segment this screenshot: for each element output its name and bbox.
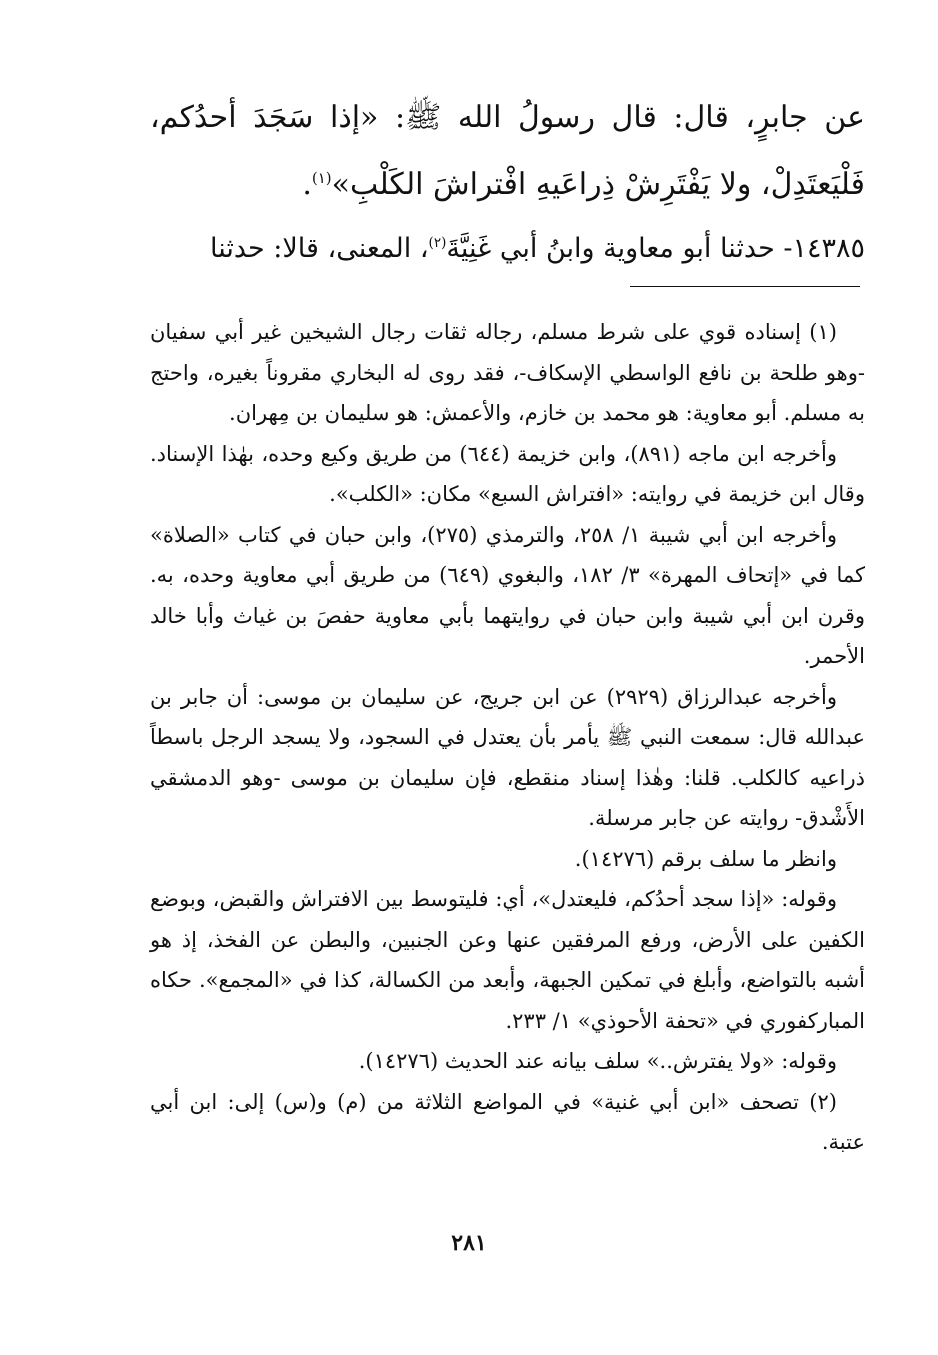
hadith-end-mark: . xyxy=(302,167,312,202)
hadith-isnad-end: ، المعنى، قالا: حدثنا xyxy=(209,233,429,264)
footnote-paragraph: وقوله: «إذا سجد أحدُكم، فليعتدل»، أي: فليتوسط بين الافتراش والقبض، وبوضع الكفين على الأرض، ورفع المرفقين عنها وعن الجنبين، والبطن عن الفخذ، إذ هو أشبه بالتواضع، وأبلغ في تمكين الجبهة، وأبعد من الكسالة، كذا في «المجمع». حكاه المباركفوري في «تحفة الأحوذي» ١/ ٢٣٣. xyxy=(150,887,865,1033)
footnotes xyxy=(150,312,865,1163)
footnote-1: (١) إسناده قوي على شرط مسلم، رجاله ثقات رجال الشيخين غير أبي سفيان -وهو طلحة بن نافع الواسطي الإسكاف-، فقد روى له البخاري مقروناً بغيره، واحتج به مسلم. أبو معاوية: هو محمد بن خازم، والأعمش: هو سليمان بن مِهران. xyxy=(150,320,865,425)
page-number: ٢٨١ xyxy=(451,1230,487,1256)
footnote-paragraph: وأخرجه ابن أبي شيبة ١/ ٢٥٨، والترمذي (٢٧٥)، وابن حبان في كتاب «الصلاة» كما في «إتحاف المهرة» ٣/ ١٨٢، والبغوي (٦٤٩) من طريق أبي معاوية وحده، به. وقرن ابن أبي شيبة وابن حبان في روايتهما بأبي معاوية حفصَ بن غياث وأبا خالد الأحمر. xyxy=(150,522,865,668)
footnote-paragraph: وقوله: «ولا يفترش..» سلف بيانه عند الحديث (١٤٢٧٦). xyxy=(358,1049,837,1073)
main-text xyxy=(150,88,865,275)
hadith-text xyxy=(150,88,865,215)
hadith-matn: عن جابرٍ، قال: قال رسولُ الله ﷺ: «إذا سَجَدَ أحدُكم، فَلْيَعتَدِلْ، ولا يَفْتَرِشْ ذِراعَيهِ افْتراشَ الكَلْبِ» xyxy=(150,100,865,202)
footnote-divider xyxy=(630,286,860,287)
hadith-isnad xyxy=(150,217,865,275)
footnote-2: (٢) تصحف «ابن أبي غنية» في المواضع الثلاثة من (م) و(س) إلى: ابن أبي عتبة. xyxy=(150,1089,865,1154)
footnote-ref-2: (٢) xyxy=(428,235,447,251)
footnote-ref-1: (١) xyxy=(311,169,332,187)
hadith-number-line: ١٤٣٨٥- حدثنا أبو معاوية وابنُ أبي غَنِيَّةَ xyxy=(446,233,865,264)
footnote-paragraph: وأخرجه عبدالرزاق (٢٩٢٩) عن ابن جريج، عن سليمان بن موسى: أن جابر بن عبدالله قال: سمعت النبي ﷺ يأمر بأن يعتدل في السجود، ولا يسجد الرجل باسطاً ذراعيه كالكلب. قلنا: وهٰذا إسناد منقطع، فإن سليمان بن موسى -وهو الدمشقي الأَشْدق- روايته عن جابر مرسلة. xyxy=(150,684,865,830)
footnote-paragraph: وانظر ما سلف برقم (١٤٢٧٦). xyxy=(574,846,837,871)
footnote-paragraph: وأخرجه ابن ماجه (٨٩١)، وابن خزيمة (٦٤٤) من طريق وكيع وحده، بهٰذا الإسناد. وقال ابن خزيمة في روايته: «افتراش السبع» مكان: «الكلب». xyxy=(150,441,865,506)
